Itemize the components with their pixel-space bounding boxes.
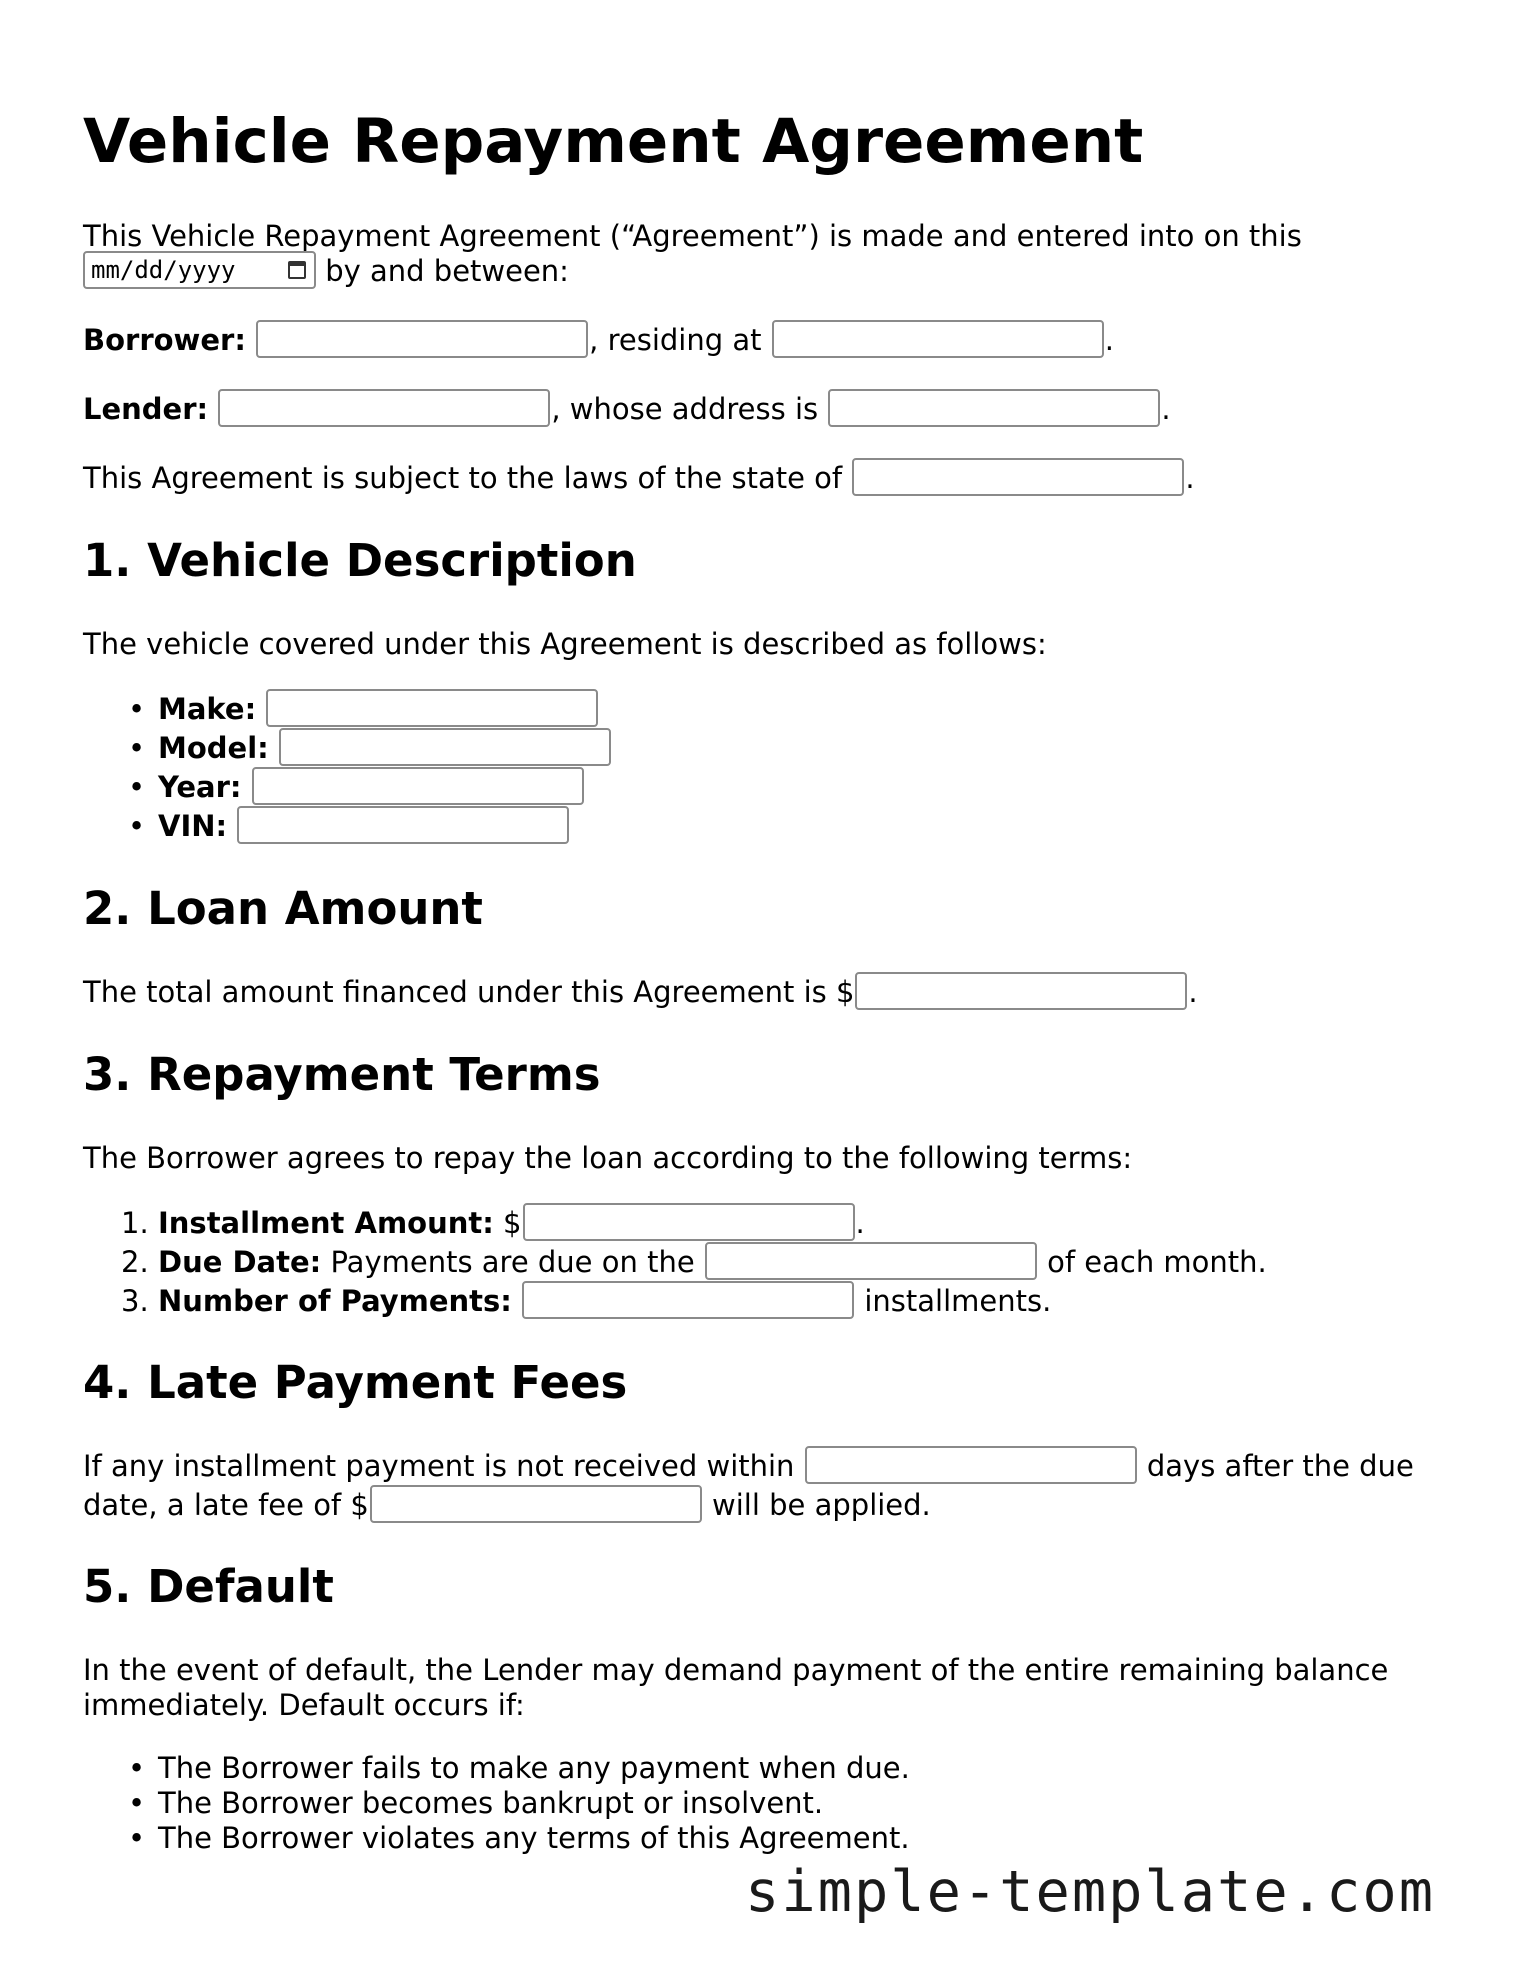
lender-end: . bbox=[1161, 392, 1171, 426]
late-fee-line-2 bbox=[83, 1488, 931, 1526]
vehicle-vin-item bbox=[83, 807, 612, 846]
agreement-date-input[interactable] bbox=[83, 251, 316, 289]
lender-connector: , whose address is bbox=[551, 392, 819, 426]
loan-amount-input[interactable] bbox=[855, 972, 1187, 1010]
bullet: • bbox=[128, 1786, 146, 1820]
intro-line-1 bbox=[83, 219, 1302, 254]
repayment-terms-list bbox=[83, 1204, 1267, 1321]
vehicle-details-list bbox=[83, 690, 612, 846]
late-fee-line2-after: will be applied. bbox=[712, 1488, 931, 1522]
default-condition-item bbox=[83, 1821, 910, 1856]
intro-text-after: by and between: bbox=[325, 254, 569, 288]
vehicle-model-input[interactable] bbox=[279, 728, 611, 766]
installment-amount-after: . bbox=[855, 1206, 865, 1240]
grace-days-input[interactable] bbox=[805, 1446, 1137, 1484]
vehicle-vin-input[interactable] bbox=[237, 806, 569, 844]
watermark: simple-template.com bbox=[745, 1859, 1436, 1925]
bullet: • bbox=[128, 692, 146, 726]
vehicle-model-item bbox=[83, 729, 612, 768]
borrower-line bbox=[83, 323, 1114, 361]
intro-line-2 bbox=[83, 254, 569, 292]
date-placeholder: mm/dd/yyyy bbox=[91, 256, 236, 284]
page-title: Vehicle Repayment Agreement bbox=[83, 106, 1144, 177]
item-number: 3. bbox=[121, 1284, 149, 1318]
section-3-heading: 3. Repayment Terms bbox=[83, 1048, 601, 1101]
number-of-payments-label: Number of Payments: bbox=[158, 1284, 512, 1318]
section-1-text: The vehicle covered under this Agreement is described as follows: bbox=[83, 627, 1047, 661]
default-condition-text: The Borrower violates any terms of this Agreement. bbox=[158, 1821, 910, 1855]
borrower-name-input[interactable] bbox=[256, 320, 588, 358]
section-3-text: The Borrower agrees to repay the loan according to the following terms: bbox=[83, 1141, 1133, 1175]
bullet: • bbox=[128, 770, 146, 804]
vehicle-vin-label: VIN: bbox=[158, 809, 228, 843]
vehicle-make-item bbox=[83, 690, 612, 729]
section-5-heading: 5. Default bbox=[83, 1560, 334, 1613]
item-number: 2. bbox=[121, 1245, 149, 1279]
borrower-connector: , residing at bbox=[589, 323, 762, 357]
default-conditions-list bbox=[83, 1751, 910, 1856]
vehicle-year-input[interactable] bbox=[252, 767, 584, 805]
number-of-payments-after: installments. bbox=[855, 1284, 1052, 1318]
vehicle-year-item bbox=[83, 768, 612, 807]
governing-law-line bbox=[83, 461, 1195, 499]
due-date-label: Due Date: bbox=[158, 1245, 322, 1279]
borrower-end: . bbox=[1104, 323, 1114, 357]
borrower-label: Borrower: bbox=[83, 323, 246, 357]
intro-text-before: This Vehicle Repayment Agreement (“Agreement”) is made and entered into on this bbox=[83, 219, 1302, 253]
vehicle-year-label: Year: bbox=[158, 770, 242, 804]
due-date-before: Payments are due on the bbox=[321, 1245, 695, 1279]
lender-address-input[interactable] bbox=[828, 389, 1160, 427]
loan-amount-text: The total amount financed under this Agreement is $ bbox=[83, 975, 855, 1009]
bullet: • bbox=[128, 809, 146, 843]
calendar-icon[interactable] bbox=[288, 261, 306, 279]
default-condition-item bbox=[83, 1751, 910, 1786]
item-number: 1. bbox=[121, 1206, 149, 1240]
due-date-item bbox=[83, 1243, 1267, 1282]
late-fee-line1-before: If any installment payment is not received within bbox=[83, 1449, 795, 1483]
borrower-address-input[interactable] bbox=[772, 320, 1104, 358]
state-input[interactable] bbox=[852, 458, 1184, 496]
vehicle-make-input[interactable] bbox=[266, 689, 598, 727]
section-1-heading: 1. Vehicle Description bbox=[83, 534, 637, 587]
installment-amount-label: Installment Amount: bbox=[158, 1206, 494, 1240]
default-condition-item bbox=[83, 1786, 910, 1821]
section-4-heading: 4. Late Payment Fees bbox=[83, 1356, 628, 1409]
number-of-payments-item bbox=[83, 1282, 1267, 1321]
bullet: • bbox=[128, 1751, 146, 1785]
late-fee-line2-before: date, a late fee of $ bbox=[83, 1488, 369, 1522]
lender-line bbox=[83, 392, 1171, 430]
late-fee-amount-input[interactable] bbox=[370, 1485, 702, 1523]
installment-amount-item bbox=[83, 1204, 1267, 1243]
vehicle-make-label: Make: bbox=[158, 692, 257, 726]
section-2-heading: 2. Loan Amount bbox=[83, 882, 483, 935]
default-condition-text: The Borrower fails to make any payment when due. bbox=[158, 1751, 910, 1785]
due-date-after: of each month. bbox=[1037, 1245, 1267, 1279]
installment-amount-before: $ bbox=[493, 1206, 522, 1240]
governing-law-text: This Agreement is subject to the laws of the state of bbox=[83, 461, 843, 495]
bullet: • bbox=[128, 731, 146, 765]
lender-label: Lender: bbox=[83, 392, 209, 426]
default-text-line-1: In the event of default, the Lender may demand payment of the entire remaining balance bbox=[83, 1653, 1389, 1687]
bullet: • bbox=[128, 1821, 146, 1855]
vehicle-model-label: Model: bbox=[158, 731, 269, 765]
default-condition-text: The Borrower becomes bankrupt or insolvent. bbox=[158, 1786, 824, 1820]
installment-amount-input[interactable] bbox=[523, 1203, 855, 1241]
governing-law-end: . bbox=[1185, 461, 1195, 495]
loan-amount-end: . bbox=[1188, 975, 1198, 1009]
number-of-payments-input[interactable] bbox=[522, 1281, 854, 1319]
due-date-input[interactable] bbox=[705, 1242, 1037, 1280]
late-fee-line1-after: days after the due bbox=[1146, 1449, 1414, 1483]
default-text-line-2: immediately. Default occurs if: bbox=[83, 1688, 525, 1722]
lender-name-input[interactable] bbox=[218, 389, 550, 427]
loan-amount-line bbox=[83, 975, 1198, 1013]
late-fee-line-1 bbox=[83, 1449, 1414, 1487]
